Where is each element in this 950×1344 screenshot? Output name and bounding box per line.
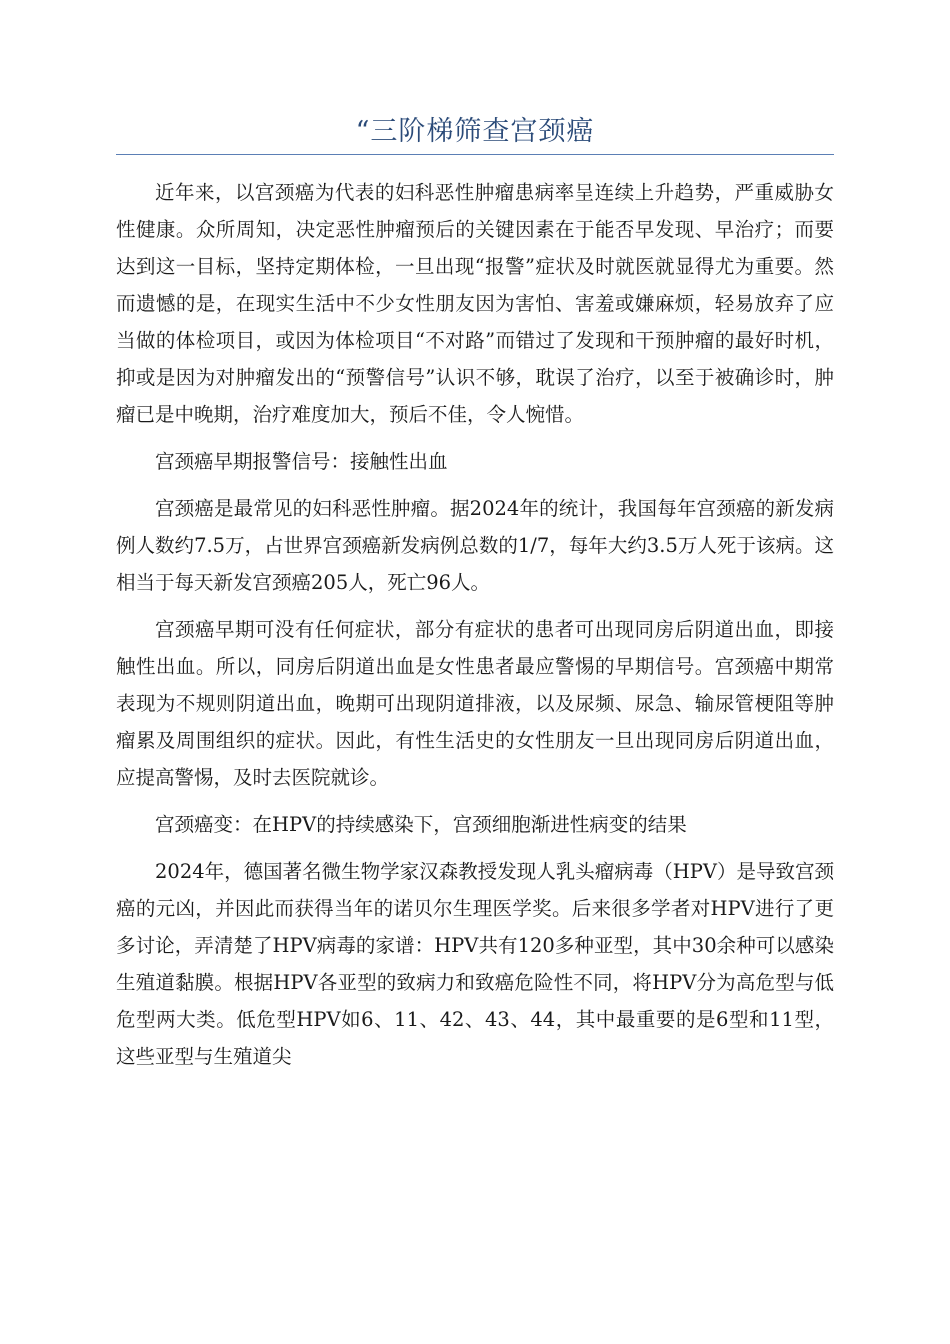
document-title: “三阶梯筛查宫颈癌 [355, 116, 595, 147]
paragraph-symptoms: 宫颈癌早期可没有任何症状，部分有症状的患者可出现同房后阴道出血，即接触性出血。所以，同房后阴道出血是女性患者最应警惕的早期信号。宫颈癌中期常表现为不规则阴道出血，晚期可出现阴道排液，以及尿频、尿急、输尿管梗阻等肿瘤累及周围组织的症状。因此，有性生活史的女性朋友一旦出现同房后阴道出血，应提高警惕，及时去医院就诊。 [116, 618, 834, 789]
paragraph-hpv: 2024年，德国著名微生物学家汉森教授发现人乳头瘤病毒（HPV）是导致宫颈癌的元凶，并因此而获得当年的诺贝尔生理医学奖。后来很多学者对HPV进行了更多讨论，弄清楚了HPV病毒的家谱：HPV共有120多种亚型，其中30余种可以感染生殖道黏膜。根据HPV各亚型的致病力和致癌危险性不同，将HPV分为高危型与低危型两大类。低危型HPV如6、11、42、43、44，其中最重要的是6型和11型，这些亚型与生殖道尖 [116, 860, 834, 1068]
title-underline [116, 154, 834, 155]
document-body [116, 174, 834, 1085]
section-heading-hpv: 宫颈癌变：在HPV的持续感染下，宫颈细胞渐进性病变的结果 [155, 813, 687, 836]
section-heading-warning-signal: 宫颈癌早期报警信号：接触性出血 [155, 450, 448, 473]
paragraph-statistics: 宫颈癌是最常见的妇科恶性肿瘤。据2024年的统计，我国每年宫颈癌的新发病例人数约7.5万，占世界宫颈癌新发病例总数的1/7，每年大约3.5万人死于该病。这相当于每天新发宫颈癌205人，死亡96人。 [116, 497, 834, 594]
paragraph-intro: 近年来，以宫颈癌为代表的妇科恶性肿瘤患病率呈连续上升趋势，严重威胁女性健康。众所周知，决定恶性肿瘤预后的关键因素在于能否早发现、早治疗；而要达到这一目标，坚持定期体检，一旦出现“报警”症状及时就医就显得尤为重要。然而遗憾的是，在现实生活中不少女性朋友因为害怕、害羞或嫌麻烦，轻易放弃了应当做的体检项目，或因为体检项目“不对路”而错过了发现和干预肿瘤的最好时机，抑或是因为对肿瘤发出的“预警信号”认识不够，耽误了治疗，以至于被确诊时，肿瘤已是中晚期，治疗难度加大，预后不佳，令人惋惜。 [116, 181, 834, 426]
